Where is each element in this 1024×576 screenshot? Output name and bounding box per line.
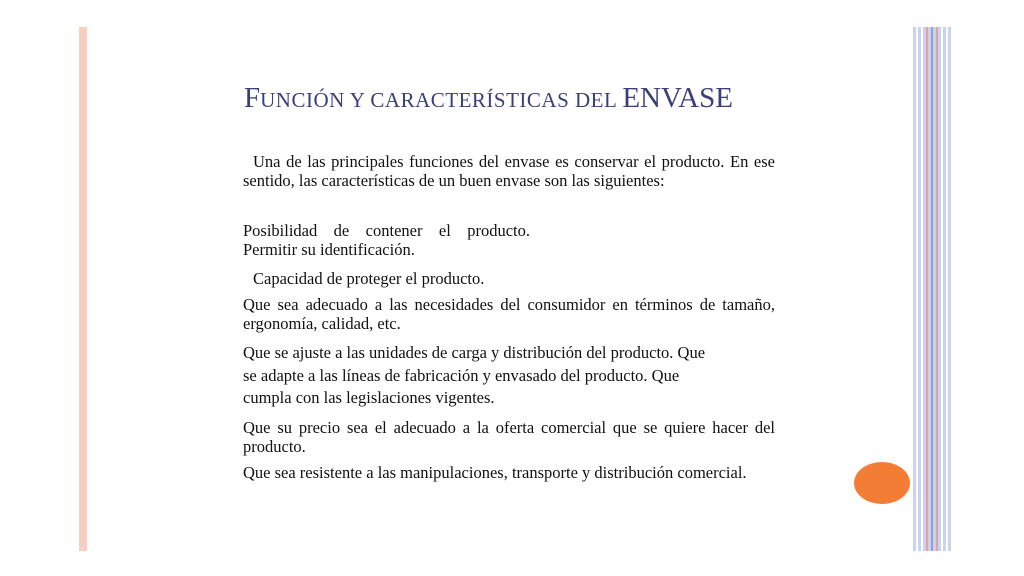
left-decorative-bar (79, 27, 87, 551)
bullet-adecuado: Que sea adecuado a las necesidades del consumidor en términos de tamaño, ergonomía, calidad, etc. (243, 295, 775, 333)
orange-circle-decoration (854, 462, 910, 504)
stripe-blue (931, 27, 933, 551)
title-initial: F (244, 82, 261, 114)
title-smallcaps: UNCIÓN Y CARACTERÍSTICAS DEL (260, 88, 623, 112)
stripe-red (926, 27, 928, 551)
title-emphasis: ENVASE (622, 82, 733, 114)
bullet-resistente: Que sea resistente a las manipulaciones, transporte y distribución comercial. (243, 463, 747, 482)
stripe-red (936, 27, 938, 551)
right-decorative-stripes (913, 27, 951, 551)
intro-paragraph: Una de las principales funciones del envase es conservar el producto. En ese sentido, las características de un buen envase son las siguientes: (243, 152, 775, 190)
bullet-contener: Posibilidad de contener el producto. Permitir su identificación. (243, 221, 530, 259)
slide-title (244, 82, 733, 115)
bullet-ajuste: Que se ajuste a las unidades de carga y distribución del producto. Que se adapte a las líneas de fabricación y envasado del producto. Que cumpla con las legislaciones vigentes. (243, 343, 706, 407)
bullet-proteger: Capacidad de proteger el producto. (253, 269, 485, 288)
bullet-precio: Que su precio sea el adecuado a la oferta comercial que se quiere hacer del producto. (243, 418, 775, 456)
